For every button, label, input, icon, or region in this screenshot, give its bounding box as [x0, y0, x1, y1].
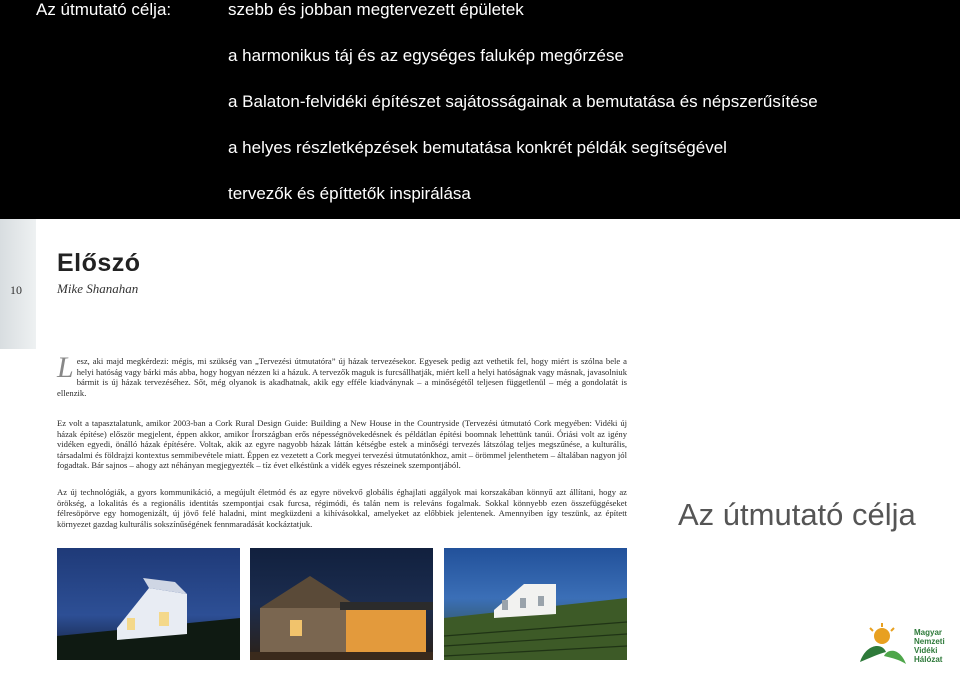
paragraph-text: esz, aki majd megkérdezi: mégis, mi szükség van „Tervezési útmutatóra” új házak tervezésekor. Egyesek pedig azt vethetik fel, hogy miért is szólna bele a helyi hatóság vagy bárki más abba, hogy hogyan nézzen ki a házuk. A tervezők maguk is furcsállhatják, miért kell a helyi hatóságnak vagy másnak, javasolniuk bármit is új házak tervezéséhez. Sőt, még olyanok is akadhatnak, akik egy efféle kiadványnak – a minőségétől teljesen függetlenül – még a gondolatát is ellenzik.: [57, 356, 627, 398]
document-author: Mike Shanahan: [57, 281, 139, 296]
logo-line: Hálózat: [914, 655, 943, 664]
goal-heading: Az útmutató célja: [678, 497, 916, 532]
goal-item: szebb és jobban megtervezett épületek: [228, 0, 524, 19]
mnvh-logo: [856, 622, 956, 668]
document-title: Előszó: [57, 249, 141, 277]
document-page: [0, 219, 960, 671]
logo-line: Nemzeti: [914, 637, 945, 646]
page-number: 10: [10, 283, 22, 297]
logo-text: [914, 628, 945, 664]
house-photo-stone-night: [250, 548, 433, 660]
page-edge: [0, 219, 36, 349]
goal-item: a helyes részletképzések bemutatása konkrét példák segítségével: [228, 138, 727, 157]
house-photo-vineyard: [444, 548, 627, 660]
logo-line: Magyar: [914, 628, 943, 637]
goal-item: a harmonikus táj és az egységes falukép megőrzése: [228, 46, 624, 65]
dropcap: L: [57, 351, 74, 384]
paragraph: Ez volt a tapasztalatunk, amikor 2003-ban a Cork Rural Design Guide: Building a New House in the Countryside (Tervezési útmutató Cork megyében: Vidéki új házak építése) először megjelent, éppen akkor, amikor Írországban erős népességnövekedésnek és példátlan építési boomnak lehettünk tanúi. Óriási volt az igény vidéken egyedi, önálló házak építésére. Voltak, akik az egyre nagyobb házak láttán kétségbe estek a minőségi tervezés látszólag teljes megszűnése, a kulturális, társadalmi és földrajzi kontextus semmibevétele miatt. Éppen ez vezetett a Cork megyei tervezési útmutatónkhoz, amit – örömmel jelenthetem – általában nagyon jól fogadtak. Bár sajnos – ahogy azt néhányan megjegyezték – tíz évet elkéstünk a vidék egyes részeinek szempontjából.: [57, 418, 627, 471]
goal-item: tervezők és építtetők inspirálása: [228, 184, 471, 203]
goals-label: Az útmutató célja:: [36, 0, 172, 19]
goals-list: [228, 0, 818, 230]
goals-banner: [0, 0, 960, 219]
logo-line: Vidéki: [914, 646, 938, 655]
paragraph: Az új technológiák, a gyors kommunikáció, a megújult életmód és az egyre növekvő globális éghajlati aggályok mai korszakában könnyű azt állítani, hogy az örökség, a lokalitás és a regionális identitás szempontjai csak furcsa, régimódi, és talán nem is releváns fogalmak. Sokkal könnyebb ezen összefüggéseket félresöpörve egy homogenizált, új jövő felé haladni, mint megküzdeni a kihívásokkal, amelyeket az előbbiek jelentenek. Amennyiben így teszünk, az épített környezet gazdag kulturális sokszínűségének fennmaradását kockáztatjuk.: [57, 487, 627, 529]
paragraph: [57, 351, 627, 398]
leaf-sun-icon: [856, 622, 912, 668]
house-photo-white-night: [57, 548, 240, 660]
goal-item: a Balaton-felvidéki építészet sajátosságainak a bemutatása és népszerűsítése: [228, 92, 818, 111]
